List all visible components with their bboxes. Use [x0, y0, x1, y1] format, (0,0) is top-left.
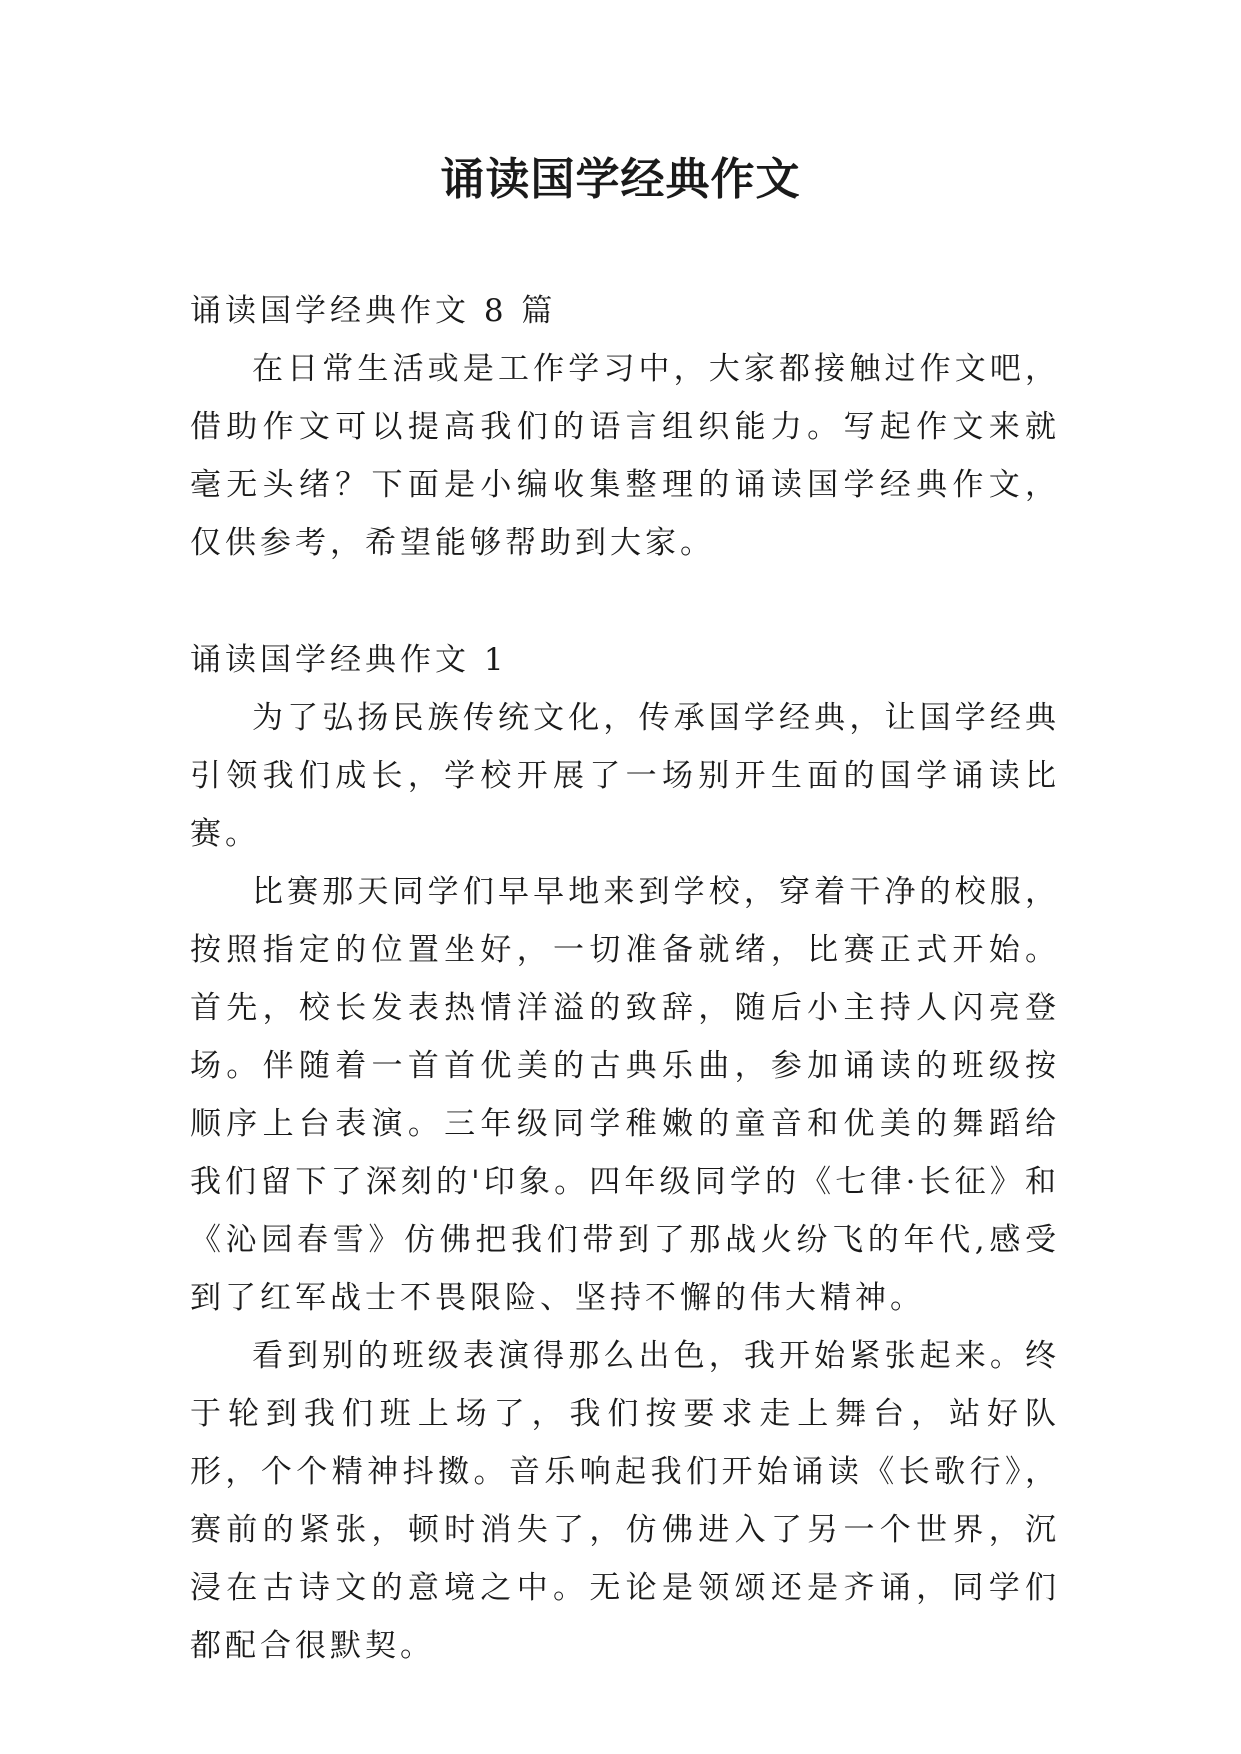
- body-paragraph: 为了弘扬民族传统文化，传承国学经典，让国学经典引领我们成长，学校开展了一场别开生面的国学诵读比赛。: [190, 700, 1060, 852]
- body-paragraph: 比赛那天同学们早早地来到学校，穿着干净的校服，按照指定的位置坐好，一切准备就绪，比赛正式开始。首先，校长发表热情洋溢的致辞，随后小主持人闪亮登场。伴随着一首首优美的古典乐曲，参加诵读的班级按顺序上台表演。三年级同学稚嫩的童音和优美的舞蹈给我们留下了深刻的'印象。四年级同学的《七律·长征》和《沁园春雪》仿佛把我们带到了那战火纷飞的年代,感受到了红军战士不畏限险、坚持不懈的伟大精神。: [190, 874, 1060, 1316]
- document-subtitle: 诵读国学经典作文 8 篇: [190, 293, 557, 329]
- section-spacer: [190, 572, 1060, 631]
- section-heading: 诵读国学经典作文 1: [190, 642, 508, 678]
- intro-paragraph: 在日常生活或是工作学习中，大家都接触过作文吧，借助作文可以提高我们的语言组织能力。写起作文来就毫无头绪？下面是小编收集整理的诵读国学经典作文，仅供参考，希望能够帮助到大家。: [190, 351, 1060, 561]
- document-body: [190, 282, 1060, 1675]
- document-title: 诵读国学经典作文: [440, 154, 801, 205]
- body-paragraph: 看到别的班级表演得那么出色，我开始紧张起来。终于轮到我们班上场了，我们按要求走上舞台，站好队形，个个精神抖擞。音乐响起我们开始诵读《长歌行》，赛前的紧张，顿时消失了，仿佛进入了另一个世界，沉浸在古诗文的意境之中。无论是领颂还是齐诵，同学们都配合很默契。: [190, 1338, 1060, 1664]
